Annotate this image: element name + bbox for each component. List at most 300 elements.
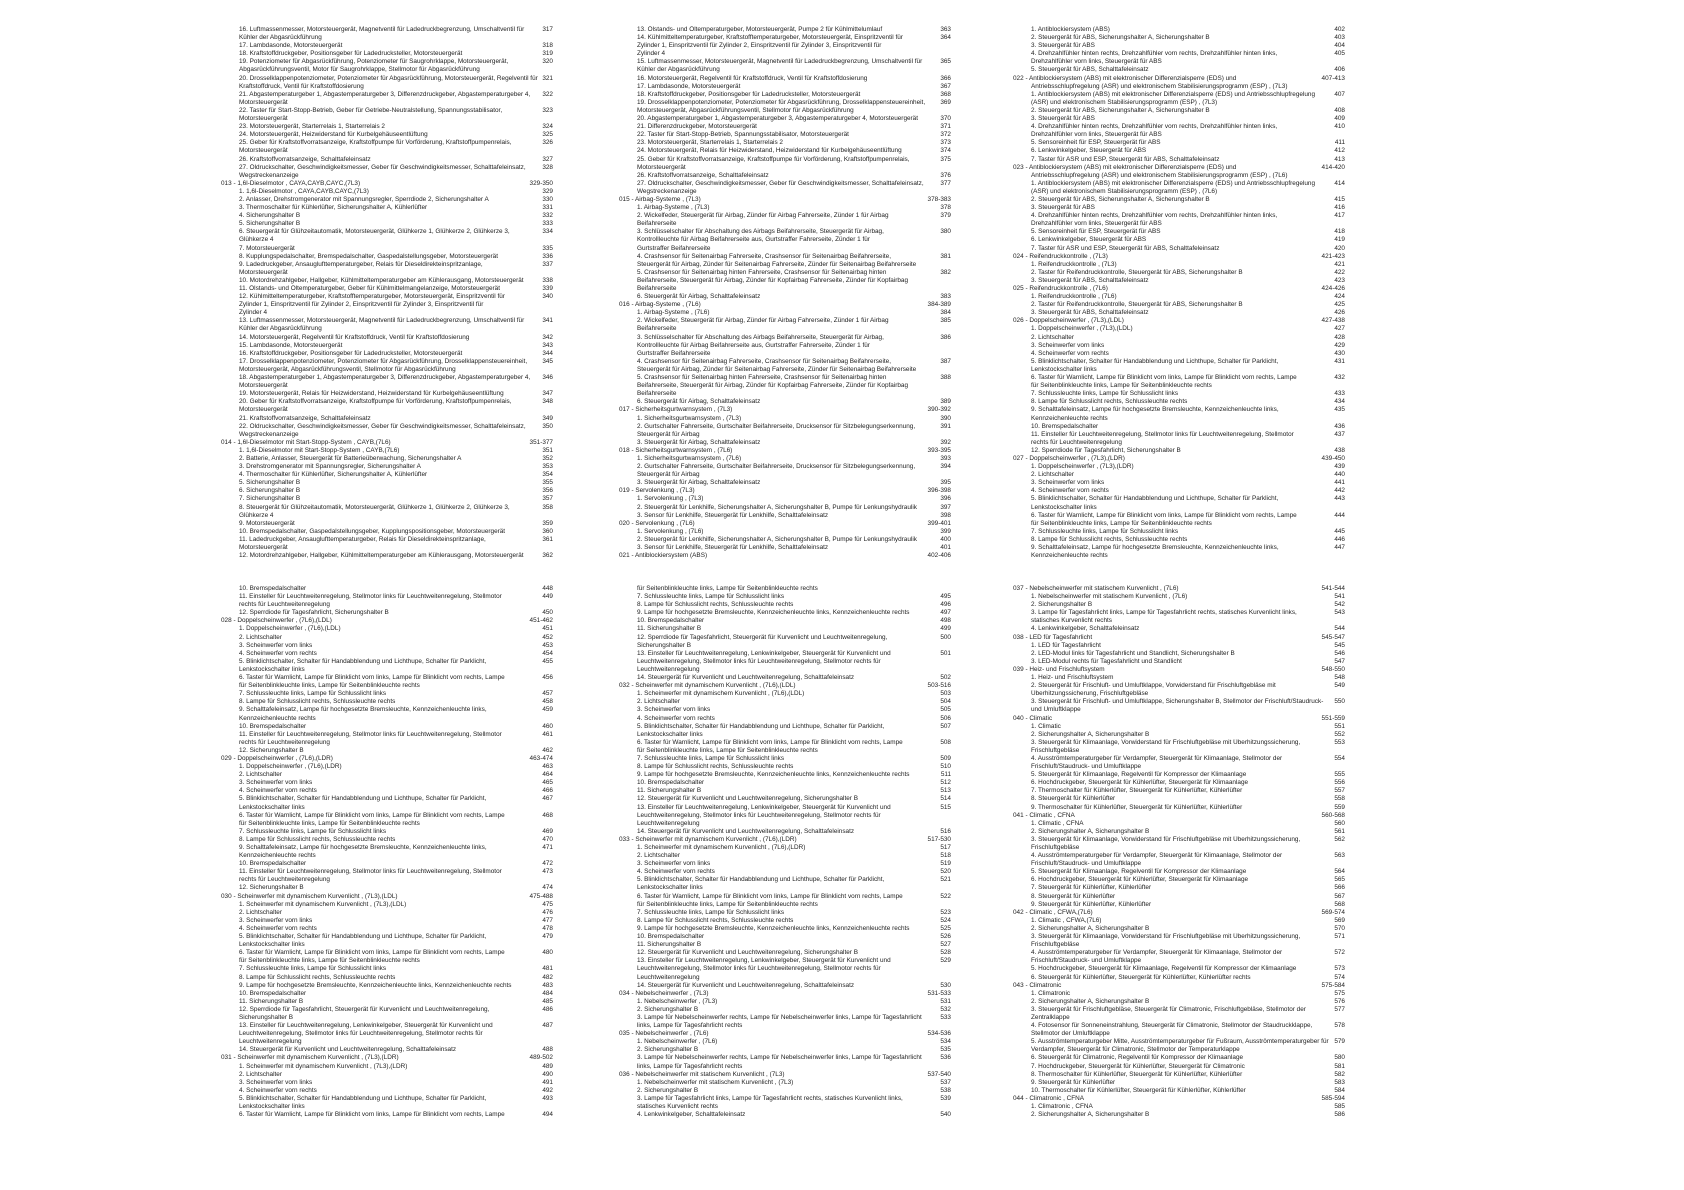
index-entry bbox=[221, 650, 553, 658]
index-column-6 bbox=[1013, 585, 1345, 1185]
page-number: 328 bbox=[542, 163, 553, 171]
entry-text: 11. Sicherungshalter B bbox=[637, 625, 702, 633]
page-number: 380 bbox=[940, 228, 951, 236]
page-number: 317 bbox=[542, 26, 553, 33]
index-entry bbox=[221, 998, 553, 1006]
entry-text: 020 - Servolenkung , (7L6) bbox=[619, 519, 695, 527]
page-number: 496 bbox=[940, 601, 951, 609]
entry-text: 12. Sperrdiode für Tagesfahrlicht, Steuergerät für Kurvenlicht und Leuchtweitenregelung, bbox=[637, 633, 888, 641]
entry-text: 7. Schlussleuchte links, Lampe für Schlusslicht links bbox=[637, 908, 785, 916]
entry-text: 4. Scheinwerfer vorn rechts bbox=[637, 868, 715, 876]
page-number: 336 bbox=[542, 252, 553, 260]
page-number: 367 bbox=[940, 82, 951, 90]
page-number: 575 bbox=[1334, 989, 1345, 997]
index-entry bbox=[221, 75, 553, 83]
entry-text: 7. Steuergerät für Kühlerlüfter, Kühlerlüfter bbox=[1031, 884, 1152, 892]
index-entry bbox=[221, 139, 553, 147]
entry-text: 8. Lampe für Schlusslicht rechts, Schlussleuchte rechts bbox=[239, 698, 396, 706]
index-entry bbox=[619, 723, 951, 731]
index-entry bbox=[619, 949, 951, 957]
entry-text: 1. Reifendruckkontrolle , (7L6) bbox=[1031, 293, 1117, 301]
page-number: 329 bbox=[542, 187, 553, 195]
page-number: 542 bbox=[1334, 601, 1345, 609]
page-number: 579 bbox=[1334, 1038, 1345, 1046]
entry-text: 4. Crashsensor für Seitenairbag Fahrerseite, Crashsensor für Seitenairbag Beifahrerseite, bbox=[637, 357, 891, 365]
page-number: 415 bbox=[1334, 195, 1345, 203]
entry-text: Motorsteuergerät, Abgasrückführungsventil, Stellmotor für Abgasrückführung bbox=[239, 365, 456, 373]
entry-text: 5. Sensoreinheit für ESP, Steuergerät für ABS bbox=[1031, 228, 1161, 236]
entry-continuation bbox=[221, 941, 553, 949]
page-number: 394 bbox=[940, 463, 951, 471]
entry-text: 10. Motordrehzahlgeber, Hallgeber, Kühlmitteltemperaturgeber am Kühlerausgang, Motorsteuergerät bbox=[239, 276, 524, 284]
page-number: 377 bbox=[940, 179, 951, 187]
entry-text: 7. Schlussleuchte links, Lampe für Schlusslicht links bbox=[239, 690, 387, 698]
index-entry bbox=[221, 1006, 553, 1014]
page-number: 475 bbox=[542, 900, 553, 908]
entry-text: 3. Scheinwerfer vorn links bbox=[637, 706, 711, 714]
entry-text: 8. Lampe für Schlusslicht rechts, Schlussleuchte rechts bbox=[637, 763, 794, 771]
index-entry bbox=[221, 455, 553, 463]
entry-text: Abgasrückführungsventil, Motor für Saugrohrklappe, Stellmotor für Abgasrückführung bbox=[239, 66, 480, 74]
entry-continuation bbox=[619, 884, 951, 892]
page-number: 421-423 bbox=[1321, 252, 1345, 260]
index-entry bbox=[221, 1095, 553, 1103]
entry-text: 1. LED für Tagesfahrlicht bbox=[1031, 641, 1101, 649]
entry-text: Motorsteuergerät bbox=[239, 406, 288, 414]
entry-text: Lenkstockschalter links bbox=[1031, 365, 1097, 373]
index-entry bbox=[1013, 787, 1345, 795]
entry-continuation bbox=[619, 666, 951, 674]
entry-text: 3. LED-Modul rechts für Tagesfahrlicht und Standlicht bbox=[1031, 657, 1182, 665]
entry-text: 028 - Doppelscheinwerfer , (7L6),(LDL) bbox=[221, 617, 332, 625]
page-number: 390-392 bbox=[927, 406, 951, 414]
index-entry bbox=[619, 860, 951, 868]
page-number: 551-559 bbox=[1321, 714, 1345, 722]
entry-continuation bbox=[221, 544, 553, 552]
page-number: 510 bbox=[940, 763, 951, 771]
index-entry bbox=[1013, 50, 1345, 58]
index-entry bbox=[619, 58, 951, 66]
index-entry bbox=[619, 309, 951, 317]
index-entry bbox=[221, 156, 553, 164]
entry-text: 22. Taster für Start-Stopp-Betrieb, Geber für Getriebe-Neutralstellung, Spannungsstabilisator, bbox=[239, 106, 503, 114]
page-number: 334 bbox=[542, 228, 553, 236]
entry-text: Lenkstockschalter links bbox=[239, 941, 305, 949]
page-number: 489 bbox=[542, 1062, 553, 1070]
index-entry bbox=[221, 917, 553, 925]
index-entry bbox=[221, 504, 553, 512]
entry-text: 9. Motorsteuergerät bbox=[239, 519, 295, 527]
entry-text: 3. Steuergerät für ABS bbox=[1031, 42, 1095, 50]
page-number: 436 bbox=[1334, 422, 1345, 430]
page-number: 477 bbox=[542, 916, 553, 924]
entry-text: 14. Steuergerät für Kurvenlicht und Leuchtweitenregelung, Schalttafeleinsatz bbox=[637, 981, 855, 989]
entry-text: 11. Einsteller für Leuchtweitenregelung, Stellmotor links für Leuchtweitenregelung, Stellmotor bbox=[1031, 430, 1294, 438]
page-number: 410 bbox=[1334, 123, 1345, 131]
entry-text: 4. Crashsensor für Seitenairbag Fahrerseite, Crashsensor für Seitenairbag Beifahrerseite, bbox=[637, 252, 891, 260]
entry-continuation bbox=[1013, 860, 1345, 868]
entry-text: 019 - Servolenkung , (7L3) bbox=[619, 487, 695, 495]
page-number: 385 bbox=[940, 317, 951, 325]
page-number: 464 bbox=[542, 771, 553, 779]
index-entry bbox=[221, 50, 553, 58]
page-number: 440 bbox=[1334, 471, 1345, 479]
entry-text: Zylinder 4 bbox=[239, 309, 268, 317]
index-entry bbox=[221, 536, 553, 544]
index-entry bbox=[619, 528, 951, 536]
entry-text: statisches Kurvenlicht rechts bbox=[637, 1103, 718, 1110]
section-heading bbox=[619, 990, 951, 998]
entry-text: 3. Steuergerät für ABS bbox=[1031, 115, 1095, 123]
index-entry bbox=[1013, 269, 1345, 277]
index-entry bbox=[1013, 795, 1345, 803]
entry-text: 12. Steuergerät für Kurvenlicht und Leuchtweitenregelung, Sicherungshalter B bbox=[637, 795, 858, 803]
page-number: 467 bbox=[542, 795, 553, 803]
entry-text: 5. Blinklichtschalter, Schalter für Handabblendung und Lichthupe, Schalter für Parklicht, bbox=[239, 795, 487, 803]
index-entry bbox=[221, 107, 553, 115]
entry-text: 5. Blinklichtschalter, Schalter für Handabblendung und Lichthupe, Schalter für Parklicht, bbox=[637, 876, 885, 884]
entry-text: 6. Taster für Warnlicht, Lampe für Blinklicht vorn links, Lampe für Blinklicht vorn rechts, Lampe bbox=[239, 1111, 505, 1119]
index-entry bbox=[619, 34, 951, 42]
index-entry bbox=[619, 804, 951, 812]
page-number: 351 bbox=[542, 446, 553, 454]
page-number: 362 bbox=[542, 552, 553, 560]
page-number: 337 bbox=[542, 260, 553, 268]
index-entry bbox=[1013, 301, 1345, 309]
section-heading bbox=[619, 682, 951, 690]
index-entry bbox=[1013, 1111, 1345, 1119]
section-heading bbox=[1013, 285, 1345, 293]
entry-text: 6. Taster für Warnlicht, Lampe für Blinklicht vorn links, Lampe für Blinklicht vorn rechts, Lampe bbox=[239, 674, 505, 682]
entry-text: 039 - Heiz- und Frischluftsystem bbox=[1013, 665, 1105, 673]
index-entry bbox=[1013, 544, 1345, 552]
entry-text: 27. Öldruckschalter, Geschwindigkeitsmesser, Geber für Geschwindigkeitsmesser, Schalttafeleinsatz, bbox=[637, 179, 924, 187]
entry-text: 033 - Scheinwerfer mit dynamischem Kurvenlicht , (7L6),(LDR) bbox=[619, 835, 797, 843]
page-number: 319 bbox=[542, 50, 553, 58]
page-number: 416 bbox=[1334, 204, 1345, 212]
entry-text: 12. Sperrdiode für Tagesfahrlicht, Sicherungshalter B bbox=[1031, 446, 1181, 454]
index-entry bbox=[619, 172, 951, 180]
index-entry bbox=[619, 771, 951, 779]
page-number: 434 bbox=[1334, 398, 1345, 406]
entry-text: Motorsteuergerät bbox=[239, 382, 288, 390]
page-number: 573 bbox=[1334, 965, 1345, 973]
page-number: 560 bbox=[1334, 819, 1345, 827]
page-number: 399-401 bbox=[927, 519, 951, 527]
entry-text: 8. Steuergerät für Kühlerlüfter bbox=[1031, 892, 1116, 900]
index-entry bbox=[221, 293, 553, 301]
index-entry bbox=[221, 228, 553, 236]
index-entry bbox=[221, 58, 553, 66]
entry-text: Leuchtweitenregelung bbox=[637, 665, 700, 673]
entry-text: 2. Anlasser, Drehstromgenerator mit Spannungsregler, Sperrdiode 2, Sicherungshalter A bbox=[239, 195, 489, 203]
entry-text: 6. Sicherungshalter B bbox=[239, 487, 301, 495]
page-number: 580 bbox=[1334, 1054, 1345, 1062]
entry-text: 7. Schlussleuchte links, Lampe für Schlusslicht links bbox=[637, 754, 785, 762]
index-entry bbox=[619, 868, 951, 876]
entry-text: 20. Geber für Kraftstoffvorratsanzeige, Kraftstoffpumpe für Vorförderung, Kraftstoffpumpenrelais, bbox=[239, 398, 512, 406]
index-entry bbox=[619, 1006, 951, 1014]
entry-text: 1. Antiblockiersystem (ABS) bbox=[1031, 26, 1110, 33]
page-number: 441 bbox=[1334, 479, 1345, 487]
entry-text: rechts für Leuchtweitenregelung bbox=[239, 738, 330, 746]
index-entry bbox=[221, 585, 553, 593]
entry-text: rechts für Leuchtweitenregelung bbox=[239, 876, 330, 884]
entry-text: 6. Lenkwinkelgeber, Steuergerät für ABS bbox=[1031, 236, 1147, 244]
page-number: 420 bbox=[1334, 244, 1345, 252]
entry-text: 17. Lambdasonde, Motorsteuergerät bbox=[239, 42, 343, 50]
entry-text: 6. Steuergerät für Kühlerlüfter, Steuergerät für Kühlerlüfter, Kühlerlüfter rechts bbox=[1031, 973, 1251, 981]
entry-text: 6. Steuergerät für Airbag, Schalttafeleinsatz bbox=[637, 293, 761, 301]
index-entry bbox=[1013, 917, 1345, 925]
entry-text: 7. Motorsteuergerät bbox=[239, 244, 295, 252]
entry-text: 6. Hochdruckgeber, Steuergerät für Kühlerlüfter, Steuergerät für Klimaanlage bbox=[1031, 779, 1249, 787]
section-heading bbox=[1013, 585, 1345, 593]
entry-text: 3. Sensor für Lenkhilfe, Steuergerät für Lenkhilfe, Schalttafeleinsatz bbox=[637, 511, 829, 519]
entry-text: Leuchtweitenregelung bbox=[239, 1038, 302, 1046]
page-number: 408 bbox=[1334, 106, 1345, 114]
entry-text: 1. Airbag-Systeme , (7L3) bbox=[637, 204, 710, 212]
entry-text: 7. Schlussleuchte links, Lampe für Schlusslicht links bbox=[637, 593, 785, 601]
entry-text: 3. Lampe für Nebelscheinwerfer rechts, Lampe für Nebelscheinwerfer links, Lampe für Tagesfahrlicht bbox=[637, 1013, 922, 1021]
entry-continuation bbox=[619, 42, 951, 50]
entry-text: 7. Taster für ASR und ESP, Steuergerät für ABS, Schalttafeleinsatz bbox=[1031, 155, 1220, 163]
index-entry bbox=[1013, 107, 1345, 115]
index-entry bbox=[1013, 528, 1345, 536]
index-entry bbox=[221, 358, 553, 366]
index-entry bbox=[1013, 293, 1345, 301]
page-number: 391 bbox=[940, 422, 951, 430]
entry-text: 19. Potenziometer für Abgasrückführung, Potenziometer für Saugrohrklappe, Motorsteuergerät, bbox=[239, 58, 509, 66]
entry-text: 10. Bremspedalschalter bbox=[637, 617, 705, 625]
index-entry bbox=[221, 771, 553, 779]
entry-text: 13. Ölstands- und Öltemperaturgeber, Motorsteuergerät, Pumpe 2 für Kühlmittelumlauf bbox=[637, 26, 883, 33]
section-heading bbox=[1013, 634, 1345, 642]
index-entry bbox=[1013, 990, 1345, 998]
entry-text: 021 - Antiblockiersystem (ABS) bbox=[619, 552, 708, 560]
page-number: 574 bbox=[1334, 973, 1345, 981]
entry-text: Steuergerät für Airbag bbox=[637, 471, 700, 479]
entry-continuation bbox=[619, 1063, 951, 1071]
index-entry bbox=[1013, 1038, 1345, 1046]
index-entry bbox=[221, 909, 553, 917]
entry-text: Frischluftgebläse bbox=[1031, 941, 1080, 949]
index-entry bbox=[221, 982, 553, 990]
page-number: 347 bbox=[542, 390, 553, 398]
entry-text: 2. Sicherungshalter B bbox=[1031, 601, 1093, 609]
entry-text: 2. Gurtschalter Fahrerseite, Gurtschalter Beifahrerseite, Drucksensor für Sitzbelegungserkennung, bbox=[637, 463, 916, 471]
entry-text: 6. Taster für Warnlicht, Lampe für Blinklicht vorn links, Lampe für Blinklicht vorn rechts, Lampe bbox=[1031, 511, 1297, 519]
entry-text: Kontrollleuchte für Airbag Beifahrerseite aus, Gurtstraffer Fahrerseite, Zünder 1 für bbox=[637, 236, 870, 244]
index-column-4 bbox=[221, 585, 553, 1185]
entry-text: 2. Steuergerät für ABS, Sicherungshalter A, Sicherungshalter B bbox=[1031, 195, 1210, 203]
section-heading bbox=[1013, 164, 1345, 172]
index-entry bbox=[221, 495, 553, 503]
page-number: 445 bbox=[1334, 527, 1345, 535]
index-entry bbox=[1013, 1103, 1345, 1111]
entry-text: 1. Climatronic , CFNA bbox=[1031, 1103, 1093, 1110]
index-entry bbox=[221, 1046, 553, 1054]
entry-text: 8. Lampe für Schlusslicht rechts, Schlussleuchte rechts bbox=[637, 916, 794, 924]
entry-text: 9. Steuergerät für Kühlerlüfter, Kühlerlüfter bbox=[1031, 900, 1152, 908]
page-number: 511 bbox=[940, 771, 951, 779]
page-number: 550 bbox=[1334, 698, 1345, 706]
index-column-1 bbox=[221, 26, 553, 561]
page-number: 450 bbox=[542, 609, 553, 617]
index-entry bbox=[1013, 893, 1345, 901]
page-number: 534 bbox=[940, 1038, 951, 1046]
index-entry bbox=[619, 1079, 951, 1087]
index-entry bbox=[221, 965, 553, 973]
entry-text: 6. Taster für Warnlicht, Lampe für Blinklicht vorn links, Lampe für Blinklicht vorn rechts, Lampe bbox=[1031, 374, 1297, 382]
entry-continuation bbox=[1013, 1030, 1345, 1038]
page-number: 401 bbox=[940, 544, 951, 551]
entry-text: Gurtstraffer Beifahrerseite bbox=[637, 349, 711, 357]
entry-text: 2. LED-Modul links für Tagesfahrlicht und Standlicht, Sicherungshalter B bbox=[1031, 649, 1235, 657]
page-number: 537-540 bbox=[927, 1070, 951, 1078]
index-entry bbox=[1013, 115, 1345, 123]
entry-continuation bbox=[619, 277, 951, 285]
entry-text: Kennzeichenleuchte rechts bbox=[239, 714, 316, 722]
page-number: 413 bbox=[1334, 155, 1345, 163]
page-number: 484 bbox=[542, 989, 553, 997]
entry-text: 1. Servolenkung , (7L3) bbox=[637, 495, 704, 503]
index-entry bbox=[221, 642, 553, 650]
entry-text: 025 - Reifendruckkontrolle , (7L6) bbox=[1013, 285, 1108, 292]
entry-text: 12. Sperrdiode für Tagesfahrlicht, Sicherungshalter B bbox=[239, 609, 389, 617]
index-entry bbox=[1013, 512, 1345, 520]
entry-continuation bbox=[1013, 957, 1345, 965]
entry-text: 17. Drosselklappenpotenziometer, Potenziometer für Abgasrückführung, Drosselklappensteuereinheit, bbox=[239, 357, 528, 365]
index-entry bbox=[619, 739, 951, 747]
entry-text: 13. Einsteller für Leuchtweitenregelung, Lenkwinkelgeber, Steuergerät für Kurvenlicht und bbox=[239, 1022, 493, 1030]
page-number: 548-550 bbox=[1321, 665, 1345, 673]
index-entry bbox=[619, 674, 951, 682]
page-number: 485 bbox=[542, 997, 553, 1005]
index-entry bbox=[1013, 876, 1345, 884]
index-column-2 bbox=[619, 26, 951, 561]
page-number: 395 bbox=[940, 479, 951, 487]
entry-text: 5. Blinklichtschalter, Schalter für Handabblendung und Lichthupe, Schalter für Parklicht, bbox=[239, 933, 487, 941]
index-entry bbox=[221, 787, 553, 795]
page-number: 463 bbox=[542, 763, 553, 771]
index-entry bbox=[619, 1038, 951, 1046]
index-entry bbox=[619, 358, 951, 366]
entry-text: 27. Öldruckschalter, Geschwindigkeitsmesser, Geber für Geschwindigkeitsmesser, Schalttafeleinsatz, bbox=[239, 163, 526, 171]
page-number: 529 bbox=[940, 957, 951, 965]
page-number: 545 bbox=[1334, 641, 1345, 649]
entry-text: 3. Scheinwerfer vorn links bbox=[1031, 341, 1105, 349]
entry-text: 9. Lampe für hochgesetzte Bremsleuchte, Kennzeichenleuchte links, Kennzeichenleuchte rechts bbox=[637, 609, 910, 617]
entry-text: 10. Bremspedalschalter bbox=[637, 933, 705, 941]
entry-text: 6. Hochdruckgeber, Steuergerät für Kühlerlüfter, Steuergerät für Klimaanlage bbox=[1031, 876, 1249, 884]
entry-text: 3. Scheinwerfer vorn links bbox=[239, 641, 313, 649]
page-number: 543 bbox=[1334, 609, 1345, 617]
entry-continuation bbox=[619, 390, 951, 398]
index-entry bbox=[1013, 771, 1345, 779]
page-number: 419 bbox=[1334, 236, 1345, 244]
page-number: 504 bbox=[940, 698, 951, 706]
entry-text: für Seitenblinkleuchte links, Lampe für Seitenblinkleuchte rechts bbox=[637, 746, 818, 754]
page-number: 561 bbox=[1334, 827, 1345, 835]
entry-text: 2. Steuergerät für Frischluft- und Umluftklappe, Vorwiderstand für Frischluftgebläse mit bbox=[1031, 682, 1276, 690]
entry-text: 11. Ölstands- und Öltemperaturgeber, Geber für Kühlmittelmangelanzeige, Motorsteuergerät bbox=[239, 285, 500, 292]
entry-text: 6. Taster für Warnlicht, Lampe für Blinklicht vorn links, Lampe für Blinklicht vorn rechts, Lampe bbox=[637, 738, 903, 746]
page-number: 577 bbox=[1334, 1005, 1345, 1013]
entry-text: 14. Steuergerät für Kurvenlicht und Leuchtweitenregelung, Schalttafeleinsatz bbox=[239, 1046, 457, 1054]
page-number: 448 bbox=[542, 585, 553, 592]
entry-text: 3. Lampe für Nebelscheinwerfer rechts, Lampe für Nebelscheinwerfer links, Lampe für Tagesfahrlicht bbox=[637, 1054, 922, 1062]
entry-text: 2. Sicherungshalter A, Sicherungshalter B bbox=[1031, 997, 1150, 1005]
index-entry bbox=[221, 884, 553, 892]
entry-text: 1. 1,6l-Dieselmotor mit Start-Stopp-System , CAYB,(7L6) bbox=[239, 446, 400, 454]
entry-text: 20. Drosselklappenpotenziometer, Potenziometer für Abgasrückführung, Motorsteuergerät, Regelventil für bbox=[239, 74, 538, 82]
page-number: 576 bbox=[1334, 997, 1345, 1005]
entry-text: 5. Blinklichtschalter, Schalter für Handabblendung und Lichthupe, Schalter für Parklicht, bbox=[239, 657, 487, 665]
index-entry bbox=[221, 261, 553, 269]
index-entry bbox=[221, 164, 553, 172]
index-entry bbox=[619, 909, 951, 917]
section-heading bbox=[1013, 253, 1345, 261]
page-number: 559 bbox=[1334, 803, 1345, 811]
section-heading bbox=[619, 836, 951, 844]
entry-text: 13. Luftmassenmesser, Motorsteuergerät, Magnetventil für Ladedruckbegrenzung, Umschaltventil für bbox=[239, 317, 525, 325]
index-entry bbox=[221, 779, 553, 787]
page-number: 494 bbox=[542, 1111, 553, 1119]
page-number: 396 bbox=[940, 495, 951, 503]
entry-text: 1. Nebelscheinwerfer mit statischem Kurvenlicht , (7L3) bbox=[637, 1078, 794, 1086]
index-entry bbox=[1013, 147, 1345, 155]
entry-text: 21. Kraftstoffvorratsanzeige, Schalttafeleinsatz bbox=[239, 414, 371, 422]
page-number: 544 bbox=[1334, 625, 1345, 633]
entry-continuation bbox=[619, 107, 951, 115]
page-number: 531-533 bbox=[927, 989, 951, 997]
index-entry bbox=[1013, 642, 1345, 650]
entry-text: links, Lampe für Tagesfahrlicht rechts bbox=[637, 1062, 743, 1070]
index-entry bbox=[1013, 658, 1345, 666]
page-number: 342 bbox=[542, 333, 553, 341]
entry-text: 1. Scheinwerfer mit dynamischem Kurvenlicht , (7L6),(LDL) bbox=[637, 690, 805, 698]
entry-text: 3. Sensor für Lenkhilfe, Steuergerät für Lenkhilfe, Schalttafeleinsatz bbox=[637, 544, 829, 551]
index-entry bbox=[619, 374, 951, 382]
index-entry bbox=[619, 763, 951, 771]
entry-text: Motorsteuergerät bbox=[239, 147, 288, 155]
entry-continuation bbox=[221, 715, 553, 723]
entry-text: 9. Schalttafeleinsatz, Lampe für hochgesetzte Bremsleuchte, Kennzeichenleuchte links, bbox=[1031, 544, 1279, 551]
index-entry bbox=[1013, 463, 1345, 471]
page-number: 512 bbox=[940, 779, 951, 787]
page-number: 405 bbox=[1334, 50, 1345, 58]
entry-text: 1. Climatic , CFWA,(7L6) bbox=[1031, 916, 1102, 924]
entry-text: 2. Steuergerät für ABS, Sicherungshalter A, Sicherungshalter B bbox=[1031, 106, 1210, 114]
entry-text: 037 - Nebelscheinwerfer mit statischem Kurvenlicht , (7L6) bbox=[1013, 585, 1179, 592]
page-number: 438 bbox=[1334, 446, 1345, 454]
page-number: 357 bbox=[542, 495, 553, 503]
index-entry bbox=[1013, 358, 1345, 366]
index-entry bbox=[221, 123, 553, 131]
index-entry bbox=[221, 342, 553, 350]
page-number: 568 bbox=[1334, 900, 1345, 908]
page-number: 453 bbox=[542, 641, 553, 649]
index-entry bbox=[619, 544, 951, 552]
index-entry bbox=[1013, 447, 1345, 455]
index-entry bbox=[619, 131, 951, 139]
index-entry bbox=[221, 1022, 553, 1030]
entry-text: Lenkstockschalter links bbox=[637, 730, 703, 738]
entry-text: 3. Scheinwerfer vorn links bbox=[239, 916, 313, 924]
page-number: 325 bbox=[542, 131, 553, 139]
page-number: 455 bbox=[542, 657, 553, 665]
